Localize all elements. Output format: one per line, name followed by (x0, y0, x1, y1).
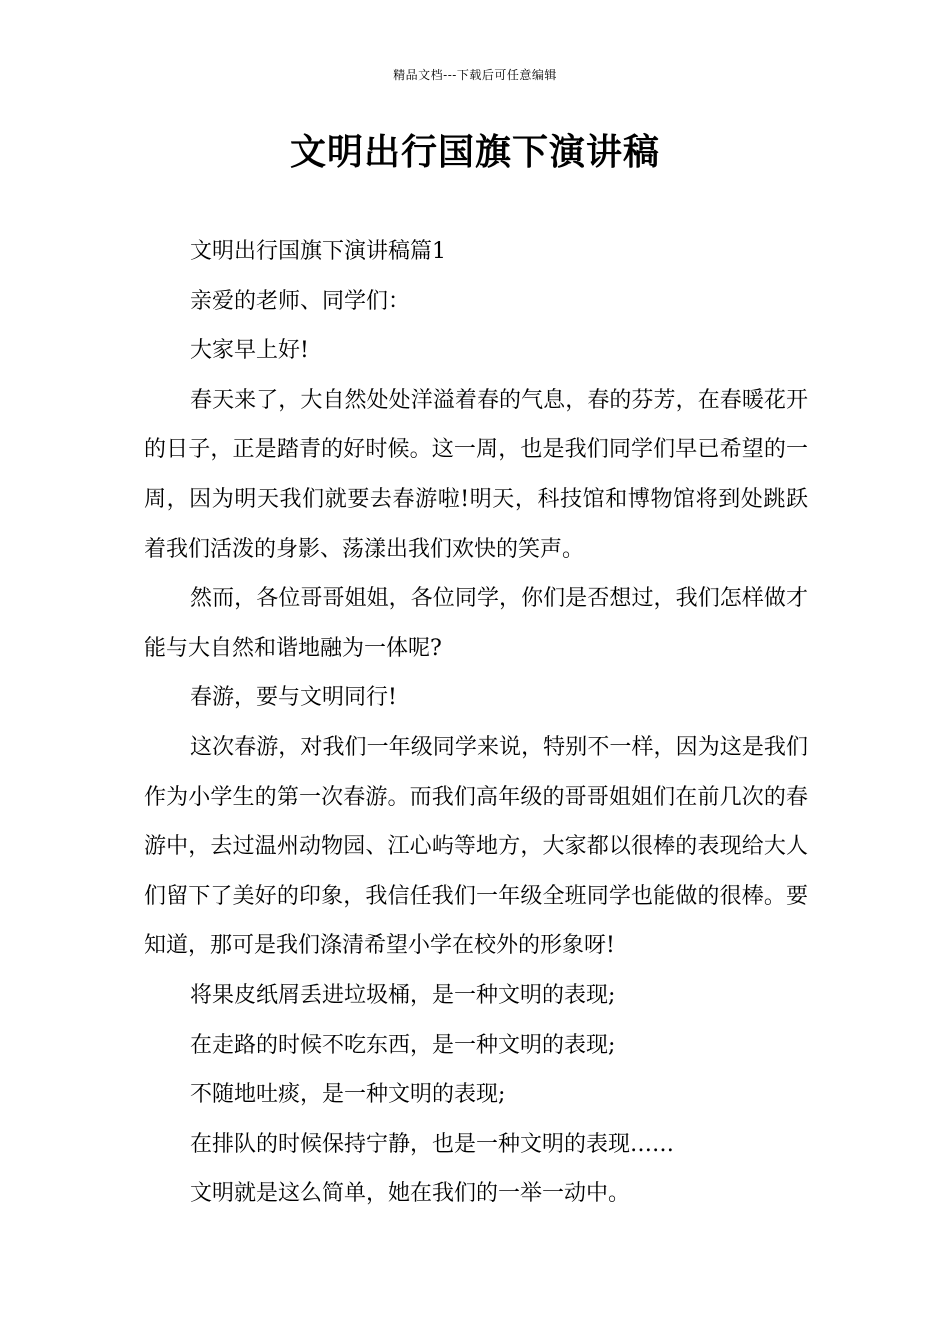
header-note: 精品文档---下载后可任意编辑 (393, 68, 557, 82)
salutation: 亲爱的老师、同学们： (190, 288, 411, 314)
document-body (144, 227, 808, 1219)
section-heading: 文明出行国旗下演讲稿篇1 (190, 239, 446, 264)
list-line: 在排队的时候保持宁静，也是一种文明的表现…… (190, 1131, 675, 1157)
paragraph: 春天来了，大自然处处洋溢着春的气息，春的芬芳，在春暖花开的日子，正是踏青的好时候。这一周，也是我们同学们早已希望的一周，因为明天我们就要去春游啦!明天，科技馆和博物馆将到处跳跃着我们活泼的身影、荡漾出我们欢快的笑声。 (144, 387, 808, 562)
paragraph: 这次春游，对我们一年级同学来说，特别不一样，因为这是我们作为小学生的第一次春游。而我们高年级的哥哥姐姐们在前几次的春游中，去过温州动物园、江心屿等地方，大家都以很棒的表现给大人们留下了美好的印象，我信任我们一年级全班同学也能做的很棒。要知道，那可是我们涤清希望小学在校外的形象呀! (144, 734, 808, 959)
greeting: 大家早上好! (190, 338, 309, 364)
paragraph: 文明就是这么简单，她在我们的一举一动中。 (190, 1181, 631, 1207)
paragraph: 然而，各位哥哥姐姐，各位同学，你们是否想过，我们怎样做才能与大自然和谐地融为一体呢? (144, 586, 808, 661)
paragraph: 春游，要与文明同行! (190, 685, 397, 711)
list-line: 将果皮纸屑丢进垃圾桶，是一种文明的表现; (190, 982, 616, 1008)
list-line: 在走路的时候不吃东西，是一种文明的表现; (190, 1032, 616, 1058)
document-title: 文明出行国旗下演讲稿 (289, 132, 660, 173)
list-line: 不随地吐痰，是一种文明的表现; (190, 1082, 506, 1108)
